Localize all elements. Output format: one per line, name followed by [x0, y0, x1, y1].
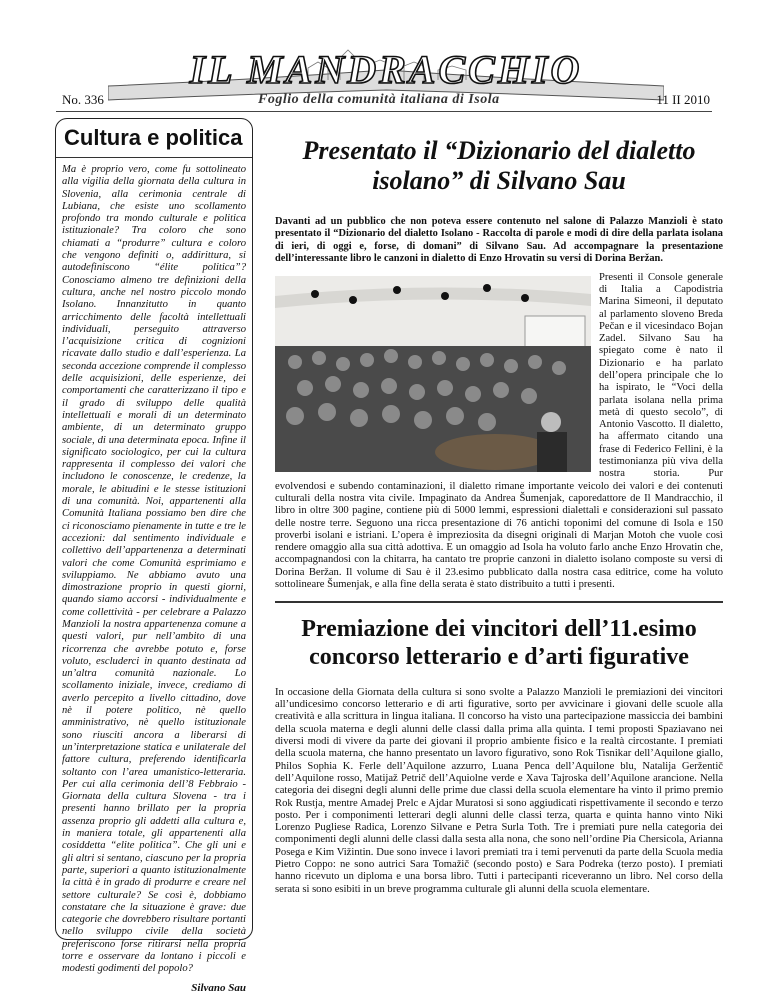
masthead-title: IL MANDRACCHIO [189, 47, 583, 92]
masthead-logo [108, 40, 664, 118]
article1-headline: Presentato il “Dizionario del dialetto isolano” di Silvano Sau [302, 136, 696, 195]
editorial-author: Silvano Sau [191, 981, 246, 994]
article2-body: In occasione della Giornata della cultura si sono svolte a Palazzo Manzioli le premiazioni dei vincitori all’undicesimo concorso letterario e di arti figurative, sorto per avvicinare i giovani delle scuole alla creatività e alla scrittura in lingua italiana. Il concorso ha visto una partecipazione massiccia dei bambini della scuola materna e degli alunni delle classi dalla prima alla quinta. I temi proposti Spaziavano nei diversi modi di vivere da parte dei giovani il proprio ambiente fisico e la realtà circostante. I premiati della scuola materna, che hanno presentato un lavoro figurativo, sono Rok Tisnikar dell’Aquilone giallo, Philos Sophia K. Ferle dell’Aquilone azzurro, Luana Penca dell’Aquilone blu, Natalija Geržentič dell’Aquilone rosso, Matijaž Petrič dell’Aquiolne verde e Xava Tajroska dell’Aquilone arancione. Nella categoria dei disegni degli alunni delle prime due classi della scuola elementare ha vinto il primo premio Rok Rustja, mentre Amadej Prelc e Ajdar Muratosi si sono aggiudicati rispettivamente il secondo e terzo posto. Per i componimenti letterari degli alunni delle classi terza, quarta e quinta hanno vinto Niki Lorenzo Pugliese Radica, Lorenzo Silvane e Petra Surla Toth. Tre i premiati pure nella categoria dei componimenti degli alunni delle classi dalla sesta alla nona, che sono nell’ordine Pia Chersicola, Arianna Posega e Kim Vižintin. Due sono invece i lavori premiati tra i temi pervenuti da parte della Scuola media Pietro Coppo: ne sono autrici Sara Tomažič (secondo posto) e Sara Podreka (terzo posto). I premiati hanno ricevuto un diploma e una borsa libro. Tutti i partecipanti riceveranno un libro. Nel corso della serata si sono esibiti in un breve programma culturale gli alunni della scuola elementare. [275, 686, 723, 895]
article1-lead: Davanti ad un pubblico che non poteva essere contenuto nel salone di Palazzo Manzioli è stato presentato il “Dizionario del dialetto Isolano - Raccolta di parole e modi di dire della parlata isolana di ieri, di oggi e, forse, di domani” di Silvano Sau. Ad accompagnare la presentazione dell’interessante libro le canzoni in dialetto di Enzo Hrovatin su versi di Dorina Beržan. [275, 216, 723, 265]
article1-body [275, 272, 723, 592]
masthead-subtitle: Foglio della comunità italiana di Isola [258, 92, 500, 107]
masthead [56, 40, 716, 118]
issue-date: 11 II 2010 [656, 92, 710, 107]
editorial-text [62, 164, 246, 994]
issue-number: No. 336 [62, 92, 104, 107]
article1-paragraph: Presenti il Console generale di Italia a Capodistria Marina Simeoni, il deputato al parlamento sloveno Breda Pečan e il vicesindaco Bojan Zadel. Silvano Sau ha spiegato come è nato il Dizionario e ha parlato dell’opera principale che lo ha ispirato, le “Voci della parlata isolana nella prima metà di questo secolo”, di Antonio Vascotto. Il dialetto, ha affermato citando una frase di Federico Fellini, è la testimonianza più viva della nostra storia. Pur evolvendosi e subendo contaminazioni, il dialetto rimane importante veicolo dei valori e dei contenuti culturali della nostra vita civile. Impaginato da Andrea Šumenjak, caporedattore de Il Mandracchio, il libro in oltre 300 pagine, contiene più di 5000 lemmi, espressioni dialettali e considerazioni sul passato delle nostre terre. Seguono una ricca presentazione di 76 antichi toponimi del comune di Isola e 150 proverbi isolani e istriani. L’opera è impreziosita da disegni originali di Marjan Motoh che vuole così rendere omaggio alla sua città adottiva. E un omaggio ad Isola ha voluto farlo anche Enzo Hrovatin che, accompagnandosi con la chitarra, ha cantato tre proprie canzoni in dialetto isolano composte su versi di Dorina Beržan. Il volume di Sau è il 23.esimo pubblicato dalla nostra casa editrice, come ha voluto sottolineare Šumenjak, e alla fine della serata è stato distribuito a tutti i presenti. [275, 271, 723, 591]
editorial-paragraph: Ma è proprio vero, come fu sottolineato alla vigilia della giornata della cultura in Slovenia, alla cerimonia centrale di Lubiana, che esiste uno scollamento profondo tra mondo culturale e politica istituzionale? Tra coloro che sono chiamati a “produrre” cultura e coloro che vengono definiti o, addirittura, si autodefiniscono “élite politica”? Conosciamo almeno tre definizioni della cultura, anche nel nostro piccolo mondo Isolano. Innanzitutto in quanto arricchimento delle facoltà intellettuali individuali, perseguito attraverso l’acquisizione critica di cognizioni ricavate dallo studio e dall’esperienza. La seconda accezione comprende il complesso delle acquisizioni, delle esperienze, dei comportamenti che caratterizzano il tipo e il grado di sviluppo delle qualità intellettuali e morali di un determinato ambiente, di un determinato gruppo sociale, di una determinata epoca. Infine il significato sociologico, per cui la cultura rappresenta il complesso dei valori che includono le conoscenze, le credenze, la morale, le abitudini e le stesse istituzioni di una comunità. Noi, appartenenti alla Comunità Italiana possiamo ben dire che ci riconosciamo pienamente in tutte e tre le accezioni: dal sentimento individuale e collettivo dell’appartenenza a determinati valori che come Comunità esprimiamo e sviluppiamo. Ne abbiamo avuto una dimostrazione proprio in questi giorni, quando siamo accorsi - individualmente e come collettività - per celebrare a Palazzo Manzioli la nostra appartenenza comune a questi valori, pur nell’ambito di una ricorrenza che avrebbe potuto e, forse voluto, escluderci in quanto destinata ad un’altra comunità nazionale. Lo scollamento iniziale, invece, crediamo di averlo percepito a livello cittadino, dove nè il potere politico, nè quello amministrativo, nè quello istituzionale sono riusciti ancora a liberarsi di un’interpretazione statica e unilaterale del fattore cultura, preferendo identificarla soltanto con l’area umanistico-letteraria. Per cui alla cerimonia dell’8 Febbraio - Giornata della cultura Slovena - tra i presenti hanno brillato per la propria assenza proprio gli addetti alla cultura e, in maniera totale, gli appartenenti alla cosiddetta “elite politica”. Che gli uni e gli altri si sentano, ciascuno per la propria parte, superiori a quanto istituzionalmente la città è in grado di produrre e creare nel settore culturale? Se così è, dobbiamo constatare che la situazione è grave: due categorie che dovrebbero risultare portanti nello sviluppo civile della società preferiscono forse ritirarsi nella propria torre e osservare da lontano i piccoli e modesti godimenti del popolo? [62, 164, 246, 975]
section-divider [275, 601, 723, 603]
main-column [275, 128, 723, 896]
article2-headline: Premiazione dei vincitori dell’11.esimo concorso letterario e d’arti figurative [301, 615, 697, 670]
editorial-title: Cultura e politica [64, 125, 243, 150]
editorial-rule [56, 157, 252, 158]
editorial-box [55, 118, 253, 994]
masthead-rule [56, 111, 712, 112]
audience-photo [275, 276, 591, 472]
audience-photo-icon [275, 276, 591, 472]
